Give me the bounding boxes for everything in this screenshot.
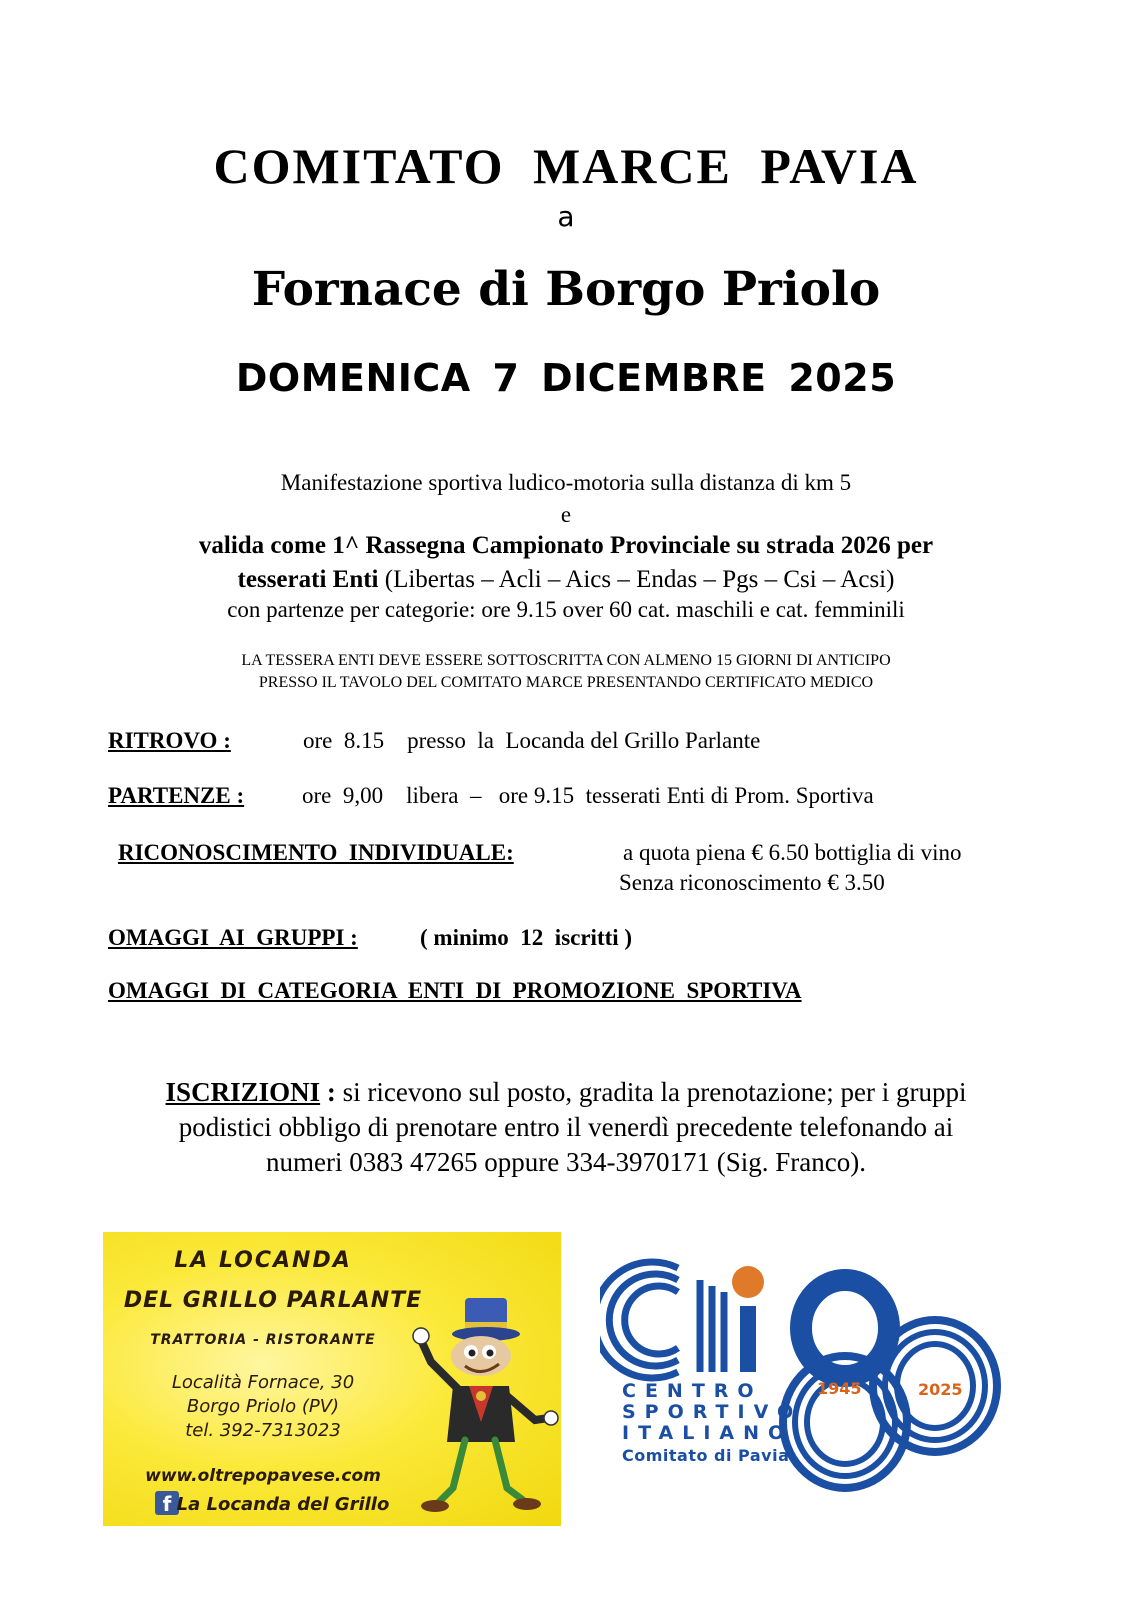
iscrizioni-colon: : <box>320 1077 336 1107</box>
omaggi-categoria-label: OMAGGI DI CATEGORIA ENTI DI PROMOZIONE SPORTIVA <box>108 978 802 1003</box>
omaggi-categoria-row <box>108 978 802 1004</box>
iscrizioni-line-2: podistici obbligo di prenotare entro il venerdì precedente telefonando ai <box>178 1112 954 1142</box>
locanda-facebook: La Locanda del Grillo <box>176 1494 390 1515</box>
riconoscimento-row <box>118 840 962 895</box>
locanda-type: TRATTORIA - RISTORANTE <box>150 1332 376 1348</box>
csi-line-4: Comitato di Pavia <box>622 1446 790 1465</box>
ritrovo-row <box>108 728 761 754</box>
csi-year-start: 1945 <box>817 1379 862 1398</box>
locanda-business-card <box>103 1232 561 1526</box>
iscrizioni-block <box>0 1075 1132 1180</box>
iscrizioni-label: ISCRIZIONI <box>165 1077 321 1107</box>
location-title: Fornace di Borgo Priolo <box>251 262 881 317</box>
omaggi-gruppi-row <box>108 925 633 951</box>
locanda-name-1: LA LOCANDA <box>174 1248 352 1273</box>
description-line-3: valida come 1^ Rassegna Campionato Provinciale su strada 2026 per <box>198 532 934 559</box>
enti-list-text: (Libertas – Acli – Aics – Endas – Pgs – Csi – Acsi) <box>378 566 895 593</box>
riconoscimento-label: RICONOSCIMENTO INDIVIDUALE: <box>118 840 514 865</box>
omaggi-gruppi-value: ( minimo 12 iscritti ) <box>420 925 633 950</box>
enti-bold-text: tesserati Enti <box>237 566 379 593</box>
ritrovo-value: ore 8.15 presso la Locanda del Grillo Parlante <box>303 728 761 753</box>
iscrizioni-line-1 <box>0 1075 1132 1110</box>
locanda-website: www.oltrepopavese.com <box>145 1466 381 1486</box>
ritrovo-label: RITROVO : <box>108 728 231 753</box>
locanda-name-2: DEL GRILLO PARLANTE <box>123 1288 423 1313</box>
connector-text: a <box>557 200 575 233</box>
facebook-icon: f <box>155 1491 179 1515</box>
iscrizioni-text-1: si ricevono sul posto, gradita la prenotazione; per i gruppi <box>335 1077 967 1107</box>
csi-line-1: CENTRO <box>622 1380 763 1402</box>
description-line-1: Manifestazione sportiva ludico-motoria sulla distanza di km 5 <box>280 470 852 495</box>
csi-line-2: SPORTIVO <box>622 1401 803 1423</box>
tessera-note-1: LA TESSERA ENTI DEVE ESSERE SOTTOSCRITTA CON ALMENO 15 GIORNI DI ANTICIPO <box>241 652 891 669</box>
description-line-5: con partenze per categorie: ore 9.15 over 60 cat. maschili e cat. femminili <box>227 597 905 622</box>
partenze-value: ore 9,00 libera – ore 9.15 tesserati Enti di Prom. Sportiva <box>302 783 874 808</box>
locanda-phone: tel. 392-7313023 <box>185 1420 341 1441</box>
locanda-address-2: Borgo Priolo (PV) <box>186 1396 340 1417</box>
cricket-mascot-icon <box>403 1292 561 1526</box>
csi-line-3: ITALIANO <box>622 1422 794 1444</box>
riconoscimento-value-2: Senza riconoscimento € 3.50 <box>619 870 885 895</box>
partenze-label: PARTENZE : <box>108 783 245 808</box>
org-title: COMITATO MARCE PAVIA <box>213 138 919 194</box>
tessera-note-2: PRESSO IL TAVOLO DEL COMITATO MARCE PRESENTANDO CERTIFICATO MEDICO <box>258 674 874 691</box>
iscrizioni-line-3: numeri 0383 47265 oppure 334-3970171 (Sig. Franco). <box>266 1147 866 1177</box>
csi-year-end: 2025 <box>918 1380 963 1399</box>
partenze-row <box>108 783 874 809</box>
omaggi-gruppi-label: OMAGGI AI GRUPPI : <box>108 925 358 950</box>
description-line-2: e <box>560 502 572 527</box>
riconoscimento-value-1: a quota piena € 6.50 bottiglia di vino <box>623 840 962 865</box>
event-date: DOMENICA 7 DICEMBRE 2025 <box>235 356 897 400</box>
description-line-4 <box>0 566 1132 594</box>
csi-logo <box>600 1256 1020 1506</box>
locanda-address-1: Località Fornace, 30 <box>171 1372 355 1393</box>
